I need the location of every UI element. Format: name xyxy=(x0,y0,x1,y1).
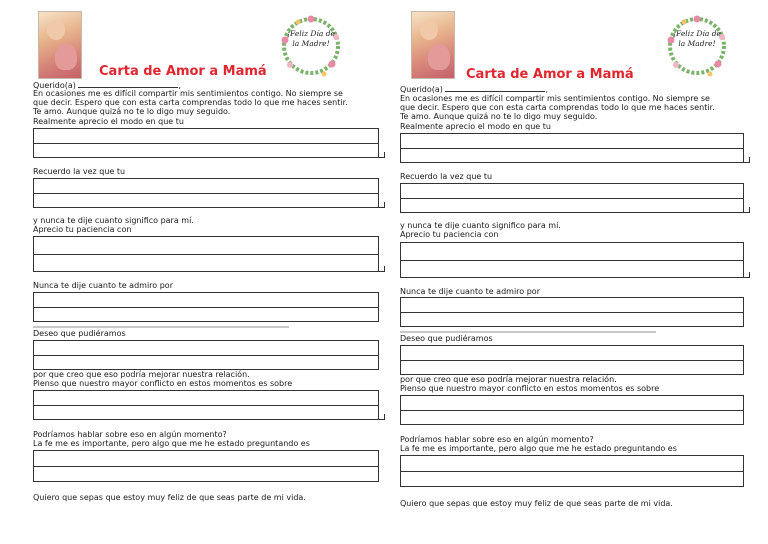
answer-box-1[interactable] xyxy=(33,128,379,158)
divider-line xyxy=(33,326,289,328)
prompt-faith: La fe me es importante, pero algo que me he estado preguntando es xyxy=(400,444,677,453)
answer-box-6[interactable] xyxy=(400,395,744,425)
answer-box-6[interactable] xyxy=(33,390,379,420)
letter-title: Carta de Amor a Mamá xyxy=(99,64,267,79)
answer-box-3[interactable] xyxy=(400,242,744,278)
letter-page-left xyxy=(30,0,392,544)
answer-box-2[interactable] xyxy=(400,183,744,213)
prompt-appreciate-way: Realmente aprecio el modo en que tu xyxy=(33,117,184,126)
after-wish-text: por que creo que eso podría mejorar nuestra relación. xyxy=(400,375,617,384)
prompt-patience: Aprecio tu paciencia con xyxy=(400,230,499,239)
prompt-appreciate-way: Realmente aprecio el modo en que tu xyxy=(400,122,551,131)
after-conflict-text: Podríamos hablar sobre eso en algún momento? xyxy=(33,430,227,439)
closing-line: Quiero que sepas que estoy muy feliz de que seas parte de mi vida. xyxy=(400,499,673,508)
greeting: Querido(a) , xyxy=(400,85,549,94)
badge-text: ¡Feliz Día de la Madre! xyxy=(287,29,335,48)
answer-box-4[interactable] xyxy=(400,297,744,327)
answer-box-4[interactable] xyxy=(33,292,379,322)
prompt-faith: La fe me es importante, pero algo que me he estado preguntando es xyxy=(33,439,310,448)
intro-line-1: En ocasiones me es difícil compartir mis sentimientos contigo. No siempre se xyxy=(33,89,343,98)
prompt-remember-time: Recuerdo la vez que tu xyxy=(400,172,493,181)
letter-title: Carta de Amor a Mamá xyxy=(466,67,634,82)
intro-line-1: En ocasiones me es difícil compartir mis sentimientos contigo. No siempre se xyxy=(400,94,710,103)
answer-box-1[interactable] xyxy=(400,133,744,163)
after-wish-text: por que creo que eso podría mejorar nuestra relación. xyxy=(33,370,250,379)
prompt-admire: Nunca te dije cuanto te admiro por xyxy=(33,281,173,290)
after-remember-text: y nunca te dije cuanto significo para mí. xyxy=(33,216,194,225)
closing-line: Quiero que sepas que estoy muy feliz de que seas parte de mi vida. xyxy=(33,493,306,502)
badge-text: ¡Feliz Día de la Madre! xyxy=(673,29,721,48)
intro-line-2: que decir. Espero que con esta carta comprendas todo lo que me haces sentir. xyxy=(400,103,715,112)
mother-child-photo xyxy=(38,11,82,79)
prompt-patience: Aprecio tu paciencia con xyxy=(33,225,132,234)
prompt-conflict: Pienso que nuestro mayor conflicto en estos momentos es sobre xyxy=(33,379,293,388)
after-conflict-text: Podríamos hablar sobre eso en algún momento? xyxy=(400,435,594,444)
answer-box-5[interactable] xyxy=(33,340,379,370)
answer-box-5[interactable] xyxy=(400,345,744,375)
after-remember-text: y nunca te dije cuanto significo para mí. xyxy=(400,221,561,230)
answer-box-7[interactable] xyxy=(33,450,379,482)
answer-box-3[interactable] xyxy=(33,236,379,272)
greeting: Querido(a) , xyxy=(33,81,182,90)
intro-line-3: Te amo. Aunque quizá no te lo digo muy seguido. xyxy=(400,112,598,121)
divider-line xyxy=(400,331,656,333)
prompt-admire: Nunca te dije cuanto te admiro por xyxy=(400,287,540,296)
prompt-remember-time: Recuerdo la vez que tu xyxy=(33,167,126,176)
letter-page-right xyxy=(398,0,760,544)
mother-child-photo xyxy=(411,11,455,79)
intro-line-3: Te amo. Aunque quizá no te lo digo muy seguido. xyxy=(33,107,231,116)
prompt-conflict: Pienso que nuestro mayor conflicto en estos momentos es sobre xyxy=(400,384,660,393)
answer-box-7[interactable] xyxy=(400,455,744,487)
prompt-wish: Deseo que pudiéramos xyxy=(33,329,126,338)
prompt-wish: Deseo que pudiéramos xyxy=(400,334,493,343)
answer-box-2[interactable] xyxy=(33,178,379,208)
intro-line-2: que decir. Espero que con esta carta comprendas todo lo que me haces sentir. xyxy=(33,98,348,107)
